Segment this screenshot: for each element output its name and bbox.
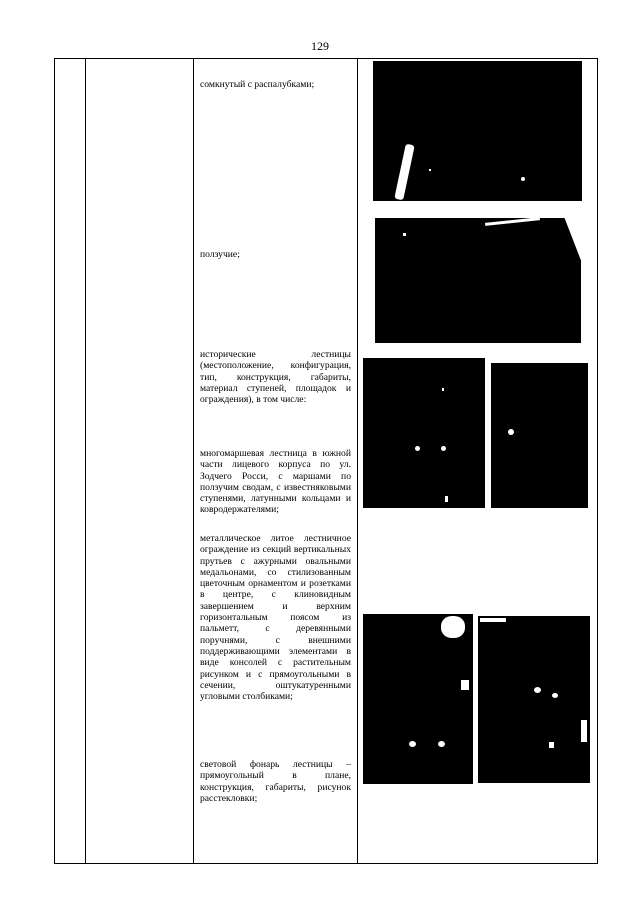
row-text-vault-with-lunettes: сомкнутый с распалубками; [200,79,315,90]
photo-railing-left [363,614,473,784]
row-text-historic-stairs: исторические лестницы (местоположение, конфигурация, тип, конструкция, габариты, материал ступеней, площадок и ограждения), в том числе: [200,349,351,406]
page-number: 129 [311,39,329,53]
row-text-multi-flight-staircase: многомаршевая лестница в южной части лицевого корпуса по ул. Зодчего Росси, с маршами по ползучим сводам, с известняковыми ступенями, латунными кольцами и ковродержателями; [200,448,351,516]
row-text-skylight: световой фонарь лестницы – прямоугольный в плане, конструкция, габариты, рисунок расстекловки; [200,759,351,804]
photo-railing-right [478,616,590,783]
photo-creeping-vault [375,218,581,343]
photo-staircase-left [363,358,485,508]
photo-vault [373,61,582,201]
photo-staircase-right [491,363,588,508]
column-divider [193,59,194,863]
column-divider [85,59,86,863]
row-text-creeping-vaults: ползучие; [200,249,240,260]
row-text-cast-iron-railing: металлическое литое лестничное ограждение из секций вертикальных прутьев с ажурными овальными медальонами, со стилизованным цветочным орнаментом и розетками в центре, с клиновидным завершением и верхним горизонтальным поясом из пальметт, с деревянными поручнями, с внешними поддерживающими элементами в виде консолей с растительным рисунком и с прямоугольными в сечении, оштукатуренными угловыми столбиками; [200,533,351,703]
column-divider [357,59,358,863]
